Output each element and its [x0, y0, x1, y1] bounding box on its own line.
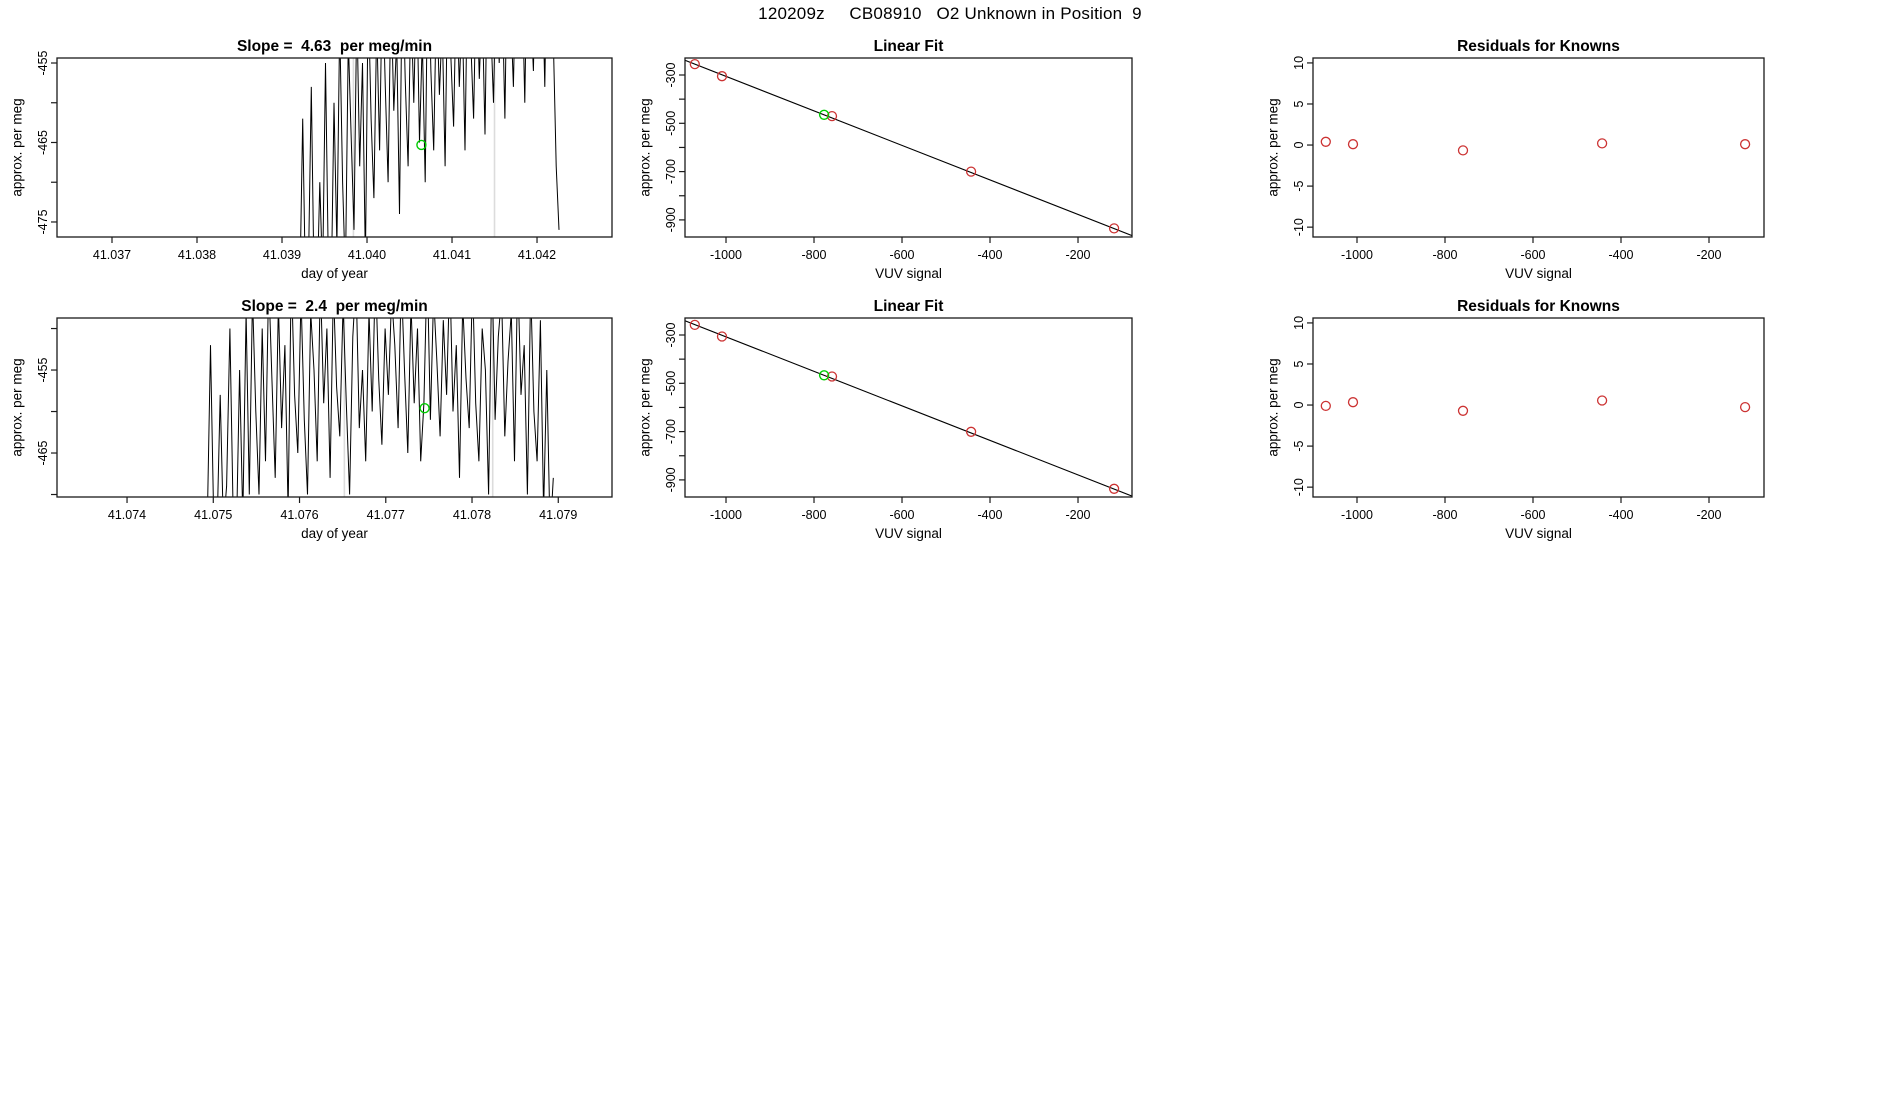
timeseries-plot-bottom — [0, 300, 644, 562]
known-point — [1349, 140, 1358, 149]
x-tick-label: -200 — [1696, 248, 1722, 262]
y-axis — [1292, 56, 1313, 236]
fit-line — [685, 60, 1132, 235]
y-tick-label: -300 — [664, 322, 678, 348]
x-tick-label: -800 — [1432, 248, 1458, 262]
known-point — [1741, 140, 1750, 149]
x-axis-label: VUV signal — [1505, 266, 1572, 281]
y-axis — [1292, 316, 1313, 496]
y-axis — [36, 50, 57, 234]
y-tick-label: -10 — [1292, 218, 1306, 237]
y-tick-label: -455 — [36, 357, 50, 383]
x-tick-label: 41.038 — [177, 248, 217, 262]
x-tick-label: 41.079 — [539, 508, 578, 522]
x-axis — [710, 237, 1091, 262]
x-tick-label: 41.039 — [262, 248, 302, 262]
x-axis — [108, 497, 578, 522]
plot-title: Slope = 2.4 per meg/min — [241, 298, 428, 315]
x-axis-label: VUV signal — [875, 266, 942, 281]
x-axis-label: day of year — [301, 266, 368, 281]
known-point — [1741, 403, 1750, 412]
x-axis-label: day of year — [301, 526, 368, 541]
known-point — [1321, 401, 1330, 410]
y-tick-label: 5 — [1292, 100, 1306, 108]
fit-line — [685, 321, 1132, 496]
y-axis-label: approx. per meg — [1265, 358, 1281, 457]
x-tick-label: 41.078 — [452, 508, 492, 522]
x-tick-label: 41.076 — [280, 508, 319, 522]
x-tick-label: 41.041 — [432, 248, 472, 262]
y-tick-label: -500 — [664, 110, 678, 136]
y-axis — [36, 329, 57, 495]
y-tick-label: -465 — [36, 440, 50, 466]
unknown-point — [420, 404, 429, 413]
x-axis-label: VUV signal — [1505, 526, 1572, 541]
x-tick-label: -200 — [1065, 508, 1091, 522]
x-tick-label: -600 — [889, 508, 915, 522]
y-axis — [664, 322, 685, 492]
x-axis-label: VUV signal — [875, 526, 942, 541]
x-axis — [710, 497, 1091, 522]
x-tick-label: -400 — [1608, 508, 1634, 522]
plot-title: Slope = 4.63 per meg/min — [236, 38, 433, 55]
y-tick-label: 0 — [1292, 141, 1306, 149]
y-tick-label: 10 — [1292, 315, 1306, 330]
x-tick-label: 41.040 — [347, 248, 387, 262]
x-tick-label: 41.074 — [107, 508, 147, 522]
main-title: 120209z CB08910 O2 Unknown in Position 9 — [758, 4, 1142, 23]
x-tick-label: -600 — [1520, 248, 1546, 262]
known-point — [1459, 406, 1468, 415]
y-tick-label: -900 — [664, 207, 678, 233]
linear-fit-plot-bottom — [637, 298, 1260, 562]
y-tick-label: -455 — [36, 50, 51, 76]
y-tick-label: -900 — [664, 467, 678, 493]
y-tick-label: -700 — [664, 419, 678, 445]
x-tick-label: -200 — [1696, 508, 1722, 522]
x-tick-label: 41.075 — [194, 508, 233, 522]
y-tick-label: -465 — [36, 129, 50, 156]
y-tick-label: 10 — [1292, 55, 1306, 70]
x-axis — [93, 237, 556, 262]
linear-fit-plot-top — [637, 26, 1260, 300]
y-axis-label: approx. per meg — [9, 358, 25, 457]
x-tick-label: -1000 — [710, 248, 743, 262]
plot-title: Residuals for Knowns — [1457, 38, 1620, 55]
known-point — [1321, 137, 1330, 146]
y-tick-label: -10 — [1292, 478, 1306, 497]
x-tick-label: -600 — [1520, 508, 1546, 522]
plot-frame — [1313, 58, 1764, 237]
x-tick-label: -200 — [1065, 248, 1091, 262]
known-point — [1349, 398, 1358, 407]
y-tick-label: 5 — [1292, 360, 1306, 368]
residuals-plot-bottom — [1260, 300, 1900, 562]
y-tick-label: -300 — [664, 62, 678, 88]
known-point — [1459, 146, 1468, 155]
x-tick-label: -1000 — [710, 508, 743, 522]
y-tick-label: -5 — [1292, 440, 1306, 452]
y-tick-label: -475 — [36, 209, 50, 235]
timeseries-plot-top — [0, 26, 644, 300]
x-tick-label: -400 — [977, 248, 1003, 262]
x-tick-label: -800 — [801, 508, 827, 522]
x-axis — [1341, 497, 1722, 522]
y-axis-label: approx. per meg — [637, 98, 653, 197]
x-tick-label: -1000 — [1341, 248, 1373, 262]
y-tick-label: -500 — [664, 370, 678, 396]
x-tick-label: -800 — [801, 248, 827, 262]
x-tick-label: 41.037 — [92, 248, 132, 262]
y-tick-label: -700 — [664, 159, 678, 185]
x-tick-label: 41.042 — [517, 248, 557, 262]
x-tick-label: -600 — [889, 248, 915, 262]
x-tick-label: -1000 — [1341, 508, 1373, 522]
plot-title: Linear Fit — [873, 298, 944, 315]
known-point — [1598, 396, 1607, 405]
y-axis-label: approx. per meg — [9, 98, 25, 197]
y-tick-label: -5 — [1292, 180, 1306, 192]
plot-title: Residuals for Knowns — [1457, 298, 1620, 315]
residuals-plot-top — [1260, 26, 1900, 300]
y-axis-label: approx. per meg — [637, 358, 653, 457]
plot-title: Linear Fit — [873, 38, 944, 55]
y-tick-label: 0 — [1292, 401, 1306, 409]
x-axis — [1341, 237, 1722, 262]
x-tick-label: -400 — [1608, 248, 1634, 262]
x-tick-label: -800 — [1432, 508, 1458, 522]
y-axis-label: approx. per meg — [1265, 98, 1281, 197]
x-tick-label: -400 — [977, 508, 1003, 522]
known-point — [1598, 139, 1607, 148]
plot-frame — [1313, 318, 1764, 497]
x-tick-label: 41.077 — [366, 508, 405, 522]
y-axis — [664, 62, 685, 232]
